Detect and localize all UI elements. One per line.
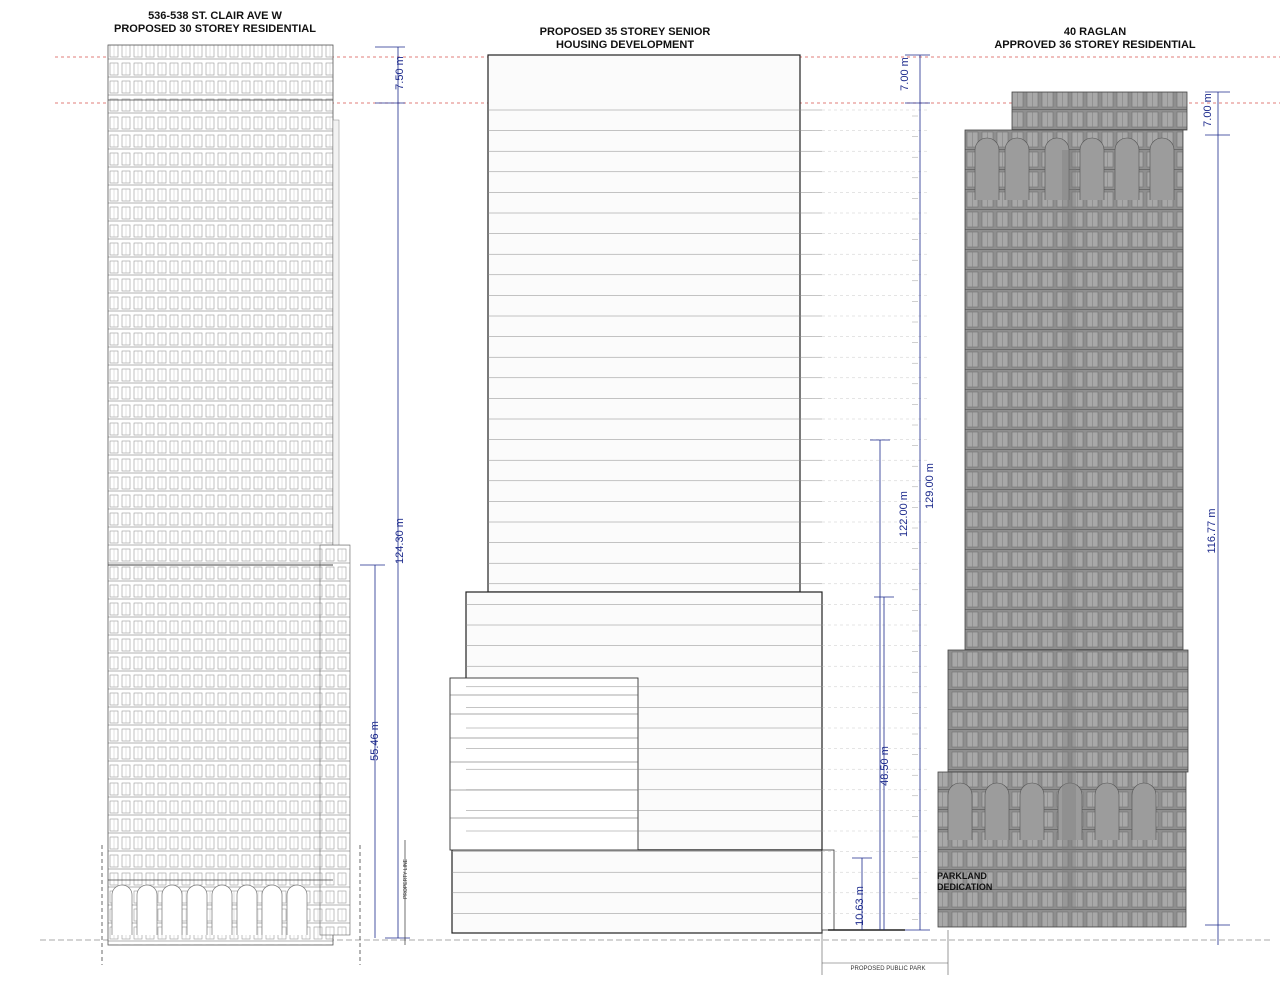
left-title-line2: PROPOSED 30 STOREY RESIDENTIAL <box>114 23 316 35</box>
dim-mid-base: 10.63 m <box>854 886 866 926</box>
parkland-dedication-label <box>937 871 992 893</box>
dim-left-top: 7.50 m <box>394 56 406 90</box>
dim-mid-podium: 48.50 m <box>879 746 891 786</box>
middle-building <box>450 55 930 933</box>
parkland-line2: DEDICATION <box>937 882 993 892</box>
parkland-line1: PARKLAND <box>937 871 987 881</box>
dim-right-top: 7.00 m <box>1202 93 1214 127</box>
dim-mid-total: 129.00 m <box>924 463 936 509</box>
property-line-label: PROPERTY LINE <box>403 859 409 899</box>
dim-mid-top: 7.00 m <box>899 57 911 91</box>
dim-right-total: 116.77 m <box>1206 508 1218 554</box>
left-building <box>102 45 360 965</box>
dim-left-podium: 55.46 m <box>369 721 381 761</box>
middle-title-line1: PROPOSED 35 STOREY SENIOR <box>539 26 711 38</box>
middle-title-line2: HOUSING DEVELOPMENT <box>555 39 695 51</box>
left-title-line1: 536-538 ST. CLAIR AVE W <box>148 10 282 22</box>
right-title-line1: 40 RAGLAN <box>1063 26 1127 38</box>
right-building <box>938 92 1188 927</box>
dim-mid-tower: 122.00 m <box>898 491 910 537</box>
right-title-line2: APPROVED 36 STOREY RESIDENTIAL <box>994 39 1196 51</box>
public-park-label: PROPOSED PUBLIC PARK <box>850 966 926 972</box>
dim-left-total: 124.30 m <box>394 518 406 564</box>
left-dimension-lines <box>360 47 410 938</box>
middle-dimension-lines <box>852 55 930 930</box>
